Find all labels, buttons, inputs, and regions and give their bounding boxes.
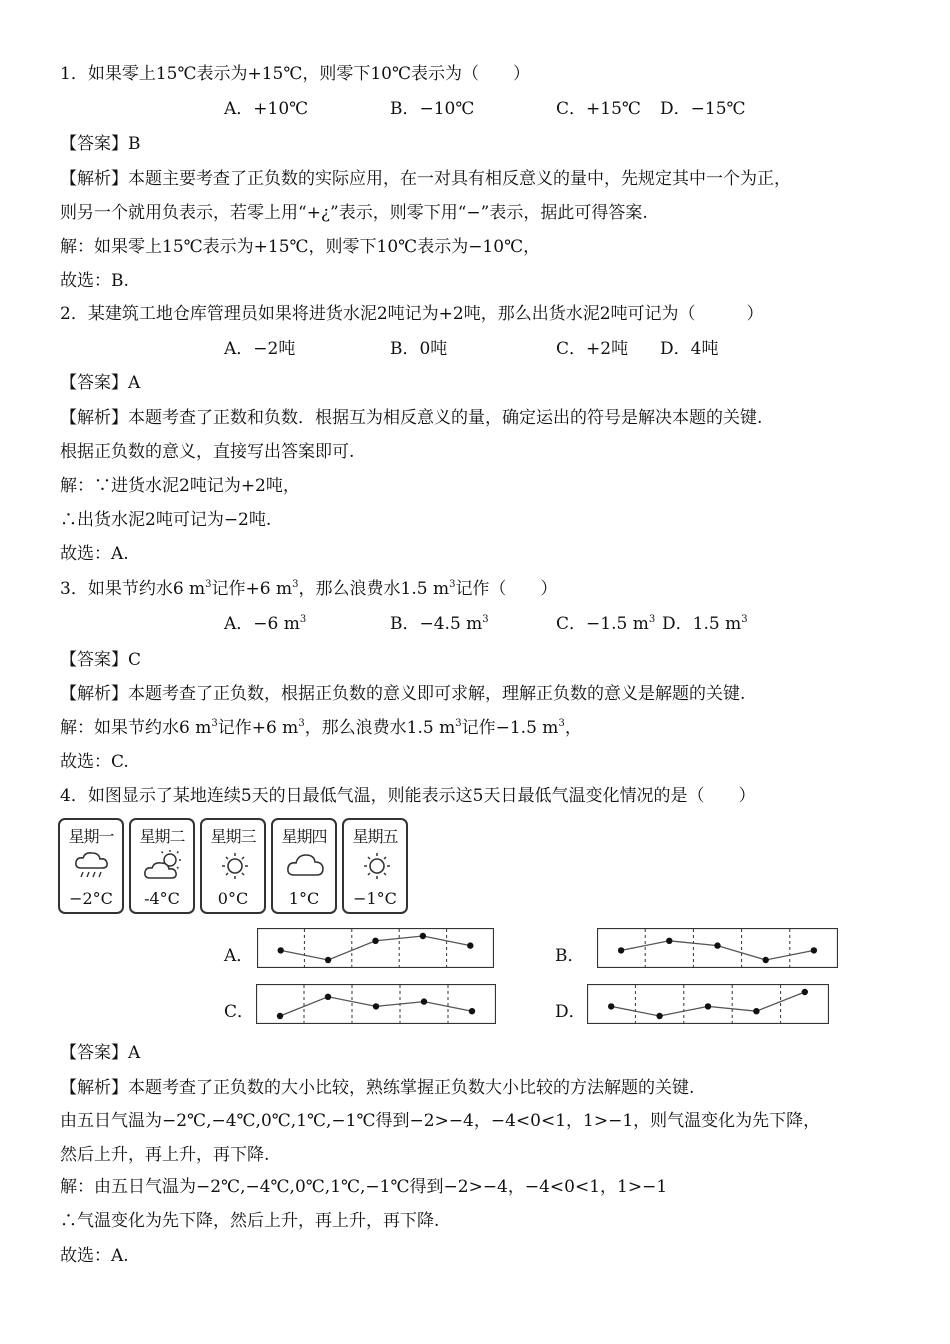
q1-answer: 【答案】B	[60, 134, 141, 154]
weather-card-mon	[58, 818, 124, 914]
option-c-line-chart	[256, 984, 496, 1024]
weather-card-temp: -4°C	[144, 889, 180, 908]
q1-analysis-1: 【解析】本题主要考查了正负数的实际应用，在一对具有相反意义的量中，先规定其中一个为正，	[60, 169, 791, 189]
q3-choose: 故选：C.	[60, 752, 129, 772]
sun-cloud-icon	[144, 850, 184, 884]
chart-point	[763, 957, 769, 963]
q1-option-a: A．+10℃	[224, 99, 309, 119]
weather-card-day: 星期四	[281, 827, 327, 846]
chart-point	[802, 989, 808, 995]
q2-solution-2: ∴出货水泥2吨可记为−2吨.	[60, 510, 272, 530]
weather-card-thu	[271, 818, 337, 914]
q3-solution: 解：如果节约水6 $m^3$记作+6 $m^3$，那么浪费水1.5 $m^3$记作−1.5 $m^3$，	[60, 718, 582, 738]
chart-point	[467, 942, 473, 948]
q4-solution-2: ∴气温变化为先下降，然后上升，再上升，再下降.	[60, 1211, 440, 1231]
q1-option-c: C．+15℃	[556, 99, 641, 119]
q2-option-b: B．0吨	[390, 339, 448, 359]
chart-point	[705, 1003, 711, 1009]
q4-answer: 【答案】A	[60, 1043, 141, 1063]
q3-analysis: 【解析】本题考查了正负数，根据正负数的意义即可求解，理解正负数的意义是解题的关键.	[60, 684, 746, 704]
option-d-line-chart	[587, 984, 829, 1024]
q1-choose: 故选：B.	[60, 271, 129, 291]
rain-cloud-icon	[73, 850, 113, 884]
q4-stem: 4．如图显示了某地连续5天的日最低气温，则能表示这5天日最低气温变化情况的是（ ）	[60, 786, 756, 806]
weather-card-temp: 1°C	[288, 889, 320, 908]
q3-stem: 3．如果节约水6 $m^3$记作+6 $m^3$，那么浪费水1.5 $m^3$记作（ ）	[60, 579, 558, 599]
q2-option-c: C．+2吨	[556, 339, 629, 359]
q4-option-b-label: B．	[555, 946, 585, 966]
weather-card-day: 星期五	[352, 827, 398, 846]
q2-option-a: A．−2吨	[224, 339, 296, 359]
chart-frame	[258, 929, 494, 968]
q1-option-d: D．−15℃	[660, 99, 746, 119]
option-a-line-chart	[257, 928, 494, 968]
weather-card-fri	[342, 818, 408, 914]
chart-point	[325, 957, 331, 963]
q4-reason-1: 由五日气温为−2℃,−4℃,0℃,1℃,−1℃得到−2>−4，−4<0<1，1>−1，则气温变化为先下降，	[60, 1111, 821, 1131]
q2-answer: 【答案】A	[60, 373, 141, 393]
chart-point	[666, 938, 672, 944]
chart-point	[372, 938, 378, 944]
q1-option-b: B．−10℃	[390, 99, 475, 119]
weather-card-temp: 0°C	[217, 889, 249, 908]
chart-point	[325, 994, 331, 1000]
q3-option-d: D．1.5 $m^3$	[662, 614, 748, 634]
q2-analysis-2: 根据正负数的意义，直接写出答案即可.	[60, 442, 355, 462]
chart-point	[811, 947, 817, 953]
q4-choose: 故选：A.	[60, 1246, 129, 1266]
q4-option-c-label: C．	[224, 1002, 255, 1022]
q4-option-d-label: D．	[555, 1002, 586, 1022]
chart-point	[753, 1008, 759, 1014]
weather-card-day: 星期二	[139, 827, 185, 846]
weather-card-temp: −1°C	[353, 889, 397, 908]
q3-option-a: A．−6 $m^3$	[224, 614, 307, 634]
q4-analysis: 【解析】本题考查了正负数的大小比较，熟练掌握正负数大小比较的方法解题的关键.	[60, 1078, 695, 1098]
chart-point	[277, 1013, 283, 1019]
q4-option-a-label: A．	[224, 946, 254, 966]
q3-option-c: C．−1.5 $m^3$	[556, 614, 656, 634]
q1-analysis-2: 则另一个就用负表示，若零上用“+¿”表示，则零下用“−”表示，据此可得答案.	[60, 203, 648, 223]
q2-option-d: D．4吨	[660, 339, 719, 359]
q2-solution-1: 解：∵进货水泥2吨记为+2吨，	[60, 476, 300, 496]
chart-point	[618, 947, 624, 953]
q2-choose: 故选：A.	[60, 544, 129, 564]
q2-stem: 2．某建筑工地仓库管理员如果将进货水泥2吨记为+2吨，那么出货水泥2吨可记为（ ）	[60, 304, 764, 324]
weather-card-day: 星期三	[210, 827, 256, 846]
q2-analysis-1: 【解析】本题考查了正数和负数．根据互为相反意义的量，确定运出的符号是解决本题的关键.	[60, 408, 763, 428]
chart-point	[421, 998, 427, 1004]
cloud-icon	[286, 850, 326, 884]
q3-answer: 【答案】C	[60, 650, 142, 670]
weather-card-day: 星期一	[68, 827, 114, 846]
weather-card-temp: −2°C	[69, 889, 113, 908]
chart-point	[608, 1003, 614, 1009]
weather-card-tue	[129, 818, 195, 914]
sun-icon	[357, 850, 397, 884]
q3-option-b: B．−4.5 $m^3$	[390, 614, 489, 634]
chart-point	[714, 942, 720, 948]
chart-point	[373, 1003, 379, 1009]
sun-icon	[215, 850, 255, 884]
chart-point	[656, 1013, 662, 1019]
chart-point	[469, 1008, 475, 1014]
weather-card-wed	[200, 818, 266, 914]
q1-solution: 解：如果零上15℃表示为+15℃，则零下10℃表示为−10℃，	[60, 237, 541, 257]
chart-point	[278, 947, 284, 953]
chart-point	[420, 933, 426, 939]
q4-solution-1: 解：由五日气温为−2℃,−4℃,0℃,1℃,−1℃得到−2>−4，−4<0<1，1>−1	[60, 1177, 668, 1197]
q4-reason-2: 然后上升，再上升，再下降.	[60, 1145, 270, 1165]
q1-stem: 1．如果零上15℃表示为+15℃，则零下10℃表示为（ ）	[60, 64, 531, 84]
option-b-line-chart	[597, 928, 838, 968]
